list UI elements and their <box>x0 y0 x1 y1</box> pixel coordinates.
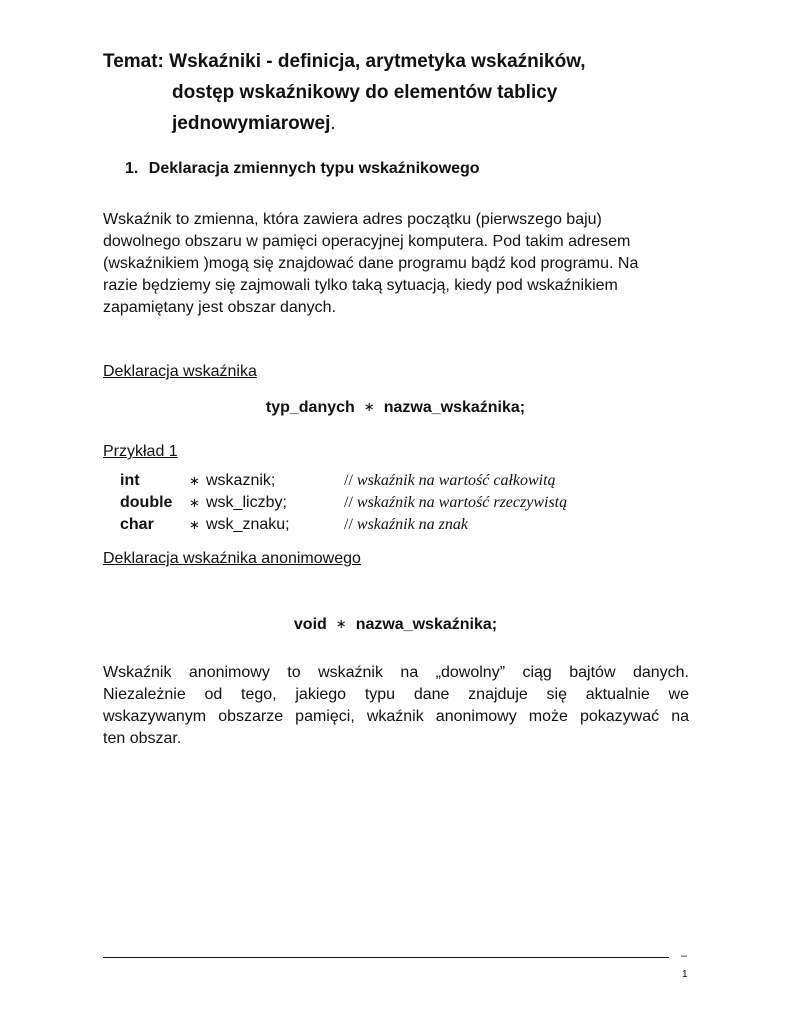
anonymous-pointer-syntax <box>0 616 791 634</box>
example-comment <box>344 514 468 536</box>
example-comment <box>344 492 567 514</box>
comment-prefix: // <box>344 472 353 489</box>
anonymous-pointer-label: Deklaracja wskaźnika anonimowego <box>103 550 361 567</box>
section-title: Deklaracja zmiennych typu wskaźnikowego <box>148 160 480 177</box>
decl-name: nazwa_wskaźnika; <box>355 616 498 633</box>
decl-name: nazwa_wskaźnika; <box>383 399 526 416</box>
definition-paragraph <box>103 209 689 319</box>
paragraph-line: dowolnego obszaru w pamięci operacyjnej komputera. Pod takim adresem <box>103 233 631 250</box>
decl-type: void <box>293 616 327 633</box>
section-number: 1. <box>125 160 139 177</box>
document-title <box>103 46 743 139</box>
paragraph-line: wskazywanym obszarze pamięci, wkaźnik anonimowy może pokazywać na <box>103 708 689 725</box>
pointer-declaration-label: Deklaracja wskaźnika <box>103 363 257 380</box>
paragraph-line: Niezależnie od tego, jakiego typu dane znajduje się aktualnie we <box>103 686 689 703</box>
section-heading <box>125 160 480 178</box>
paragraph-line: ten obszar. <box>103 730 182 747</box>
example-name: wskaznik; <box>206 472 276 489</box>
decl-type: typ_danych <box>265 399 355 416</box>
example-type: char <box>120 516 154 533</box>
example-label: Przykład 1 <box>103 443 178 460</box>
comment-prefix: // <box>344 516 353 533</box>
example-name: wsk_liczby; <box>206 494 287 511</box>
page-number: 1 <box>682 969 688 980</box>
example-comment <box>344 470 556 492</box>
asterisk-icon: ∗ <box>363 399 375 414</box>
paragraph-line: razie będziemy się zajmowali tylko taką sytuacją, kiedy pod wskaźnikiem <box>103 277 618 294</box>
comment-prefix: // <box>344 494 353 511</box>
title-line-3-text: jednowymiarowej <box>172 113 331 134</box>
paragraph-line: (wskaźnikiem )mogą się znajdować dane programu bądź kod programu. Na <box>103 255 639 272</box>
asterisk-icon: ∗ <box>189 495 200 510</box>
paragraph-line: zapamiętany jest obszar danych. <box>103 299 337 316</box>
example-type: double <box>120 494 173 511</box>
asterisk-icon: ∗ <box>189 517 200 532</box>
title-line-1: Temat: Wskaźniki - definicja, arytmetyka wskaźników, <box>103 51 586 72</box>
comment-text: wskaźnik na wartość rzeczywistą <box>352 494 568 511</box>
comment-text: wskaźnik na znak <box>352 516 468 533</box>
title-line-3-period: . <box>330 113 336 134</box>
title-line-3 <box>103 108 743 139</box>
paragraph-line: Wskaźnik anonimowy to wskaźnik na „dowolny” ciąg bajtów danych. <box>103 664 689 681</box>
example-type: int <box>120 472 140 489</box>
footer-dash: – <box>681 950 688 962</box>
comment-text: wskaźnik na wartość całkowitą <box>352 472 556 489</box>
paragraph-line: Wskaźnik to zmienna, która zawiera adres początku (pierwszego baju) <box>103 211 602 228</box>
anonymous-pointer-paragraph <box>103 662 689 750</box>
asterisk-icon: ∗ <box>335 616 347 631</box>
example-name: wsk_znaku; <box>206 516 290 533</box>
pointer-declaration-syntax <box>0 399 791 417</box>
asterisk-icon: ∗ <box>189 473 200 488</box>
footer-divider <box>103 957 669 958</box>
title-line-2: dostęp wskaźnikowy do elementów tablicy <box>172 82 558 103</box>
